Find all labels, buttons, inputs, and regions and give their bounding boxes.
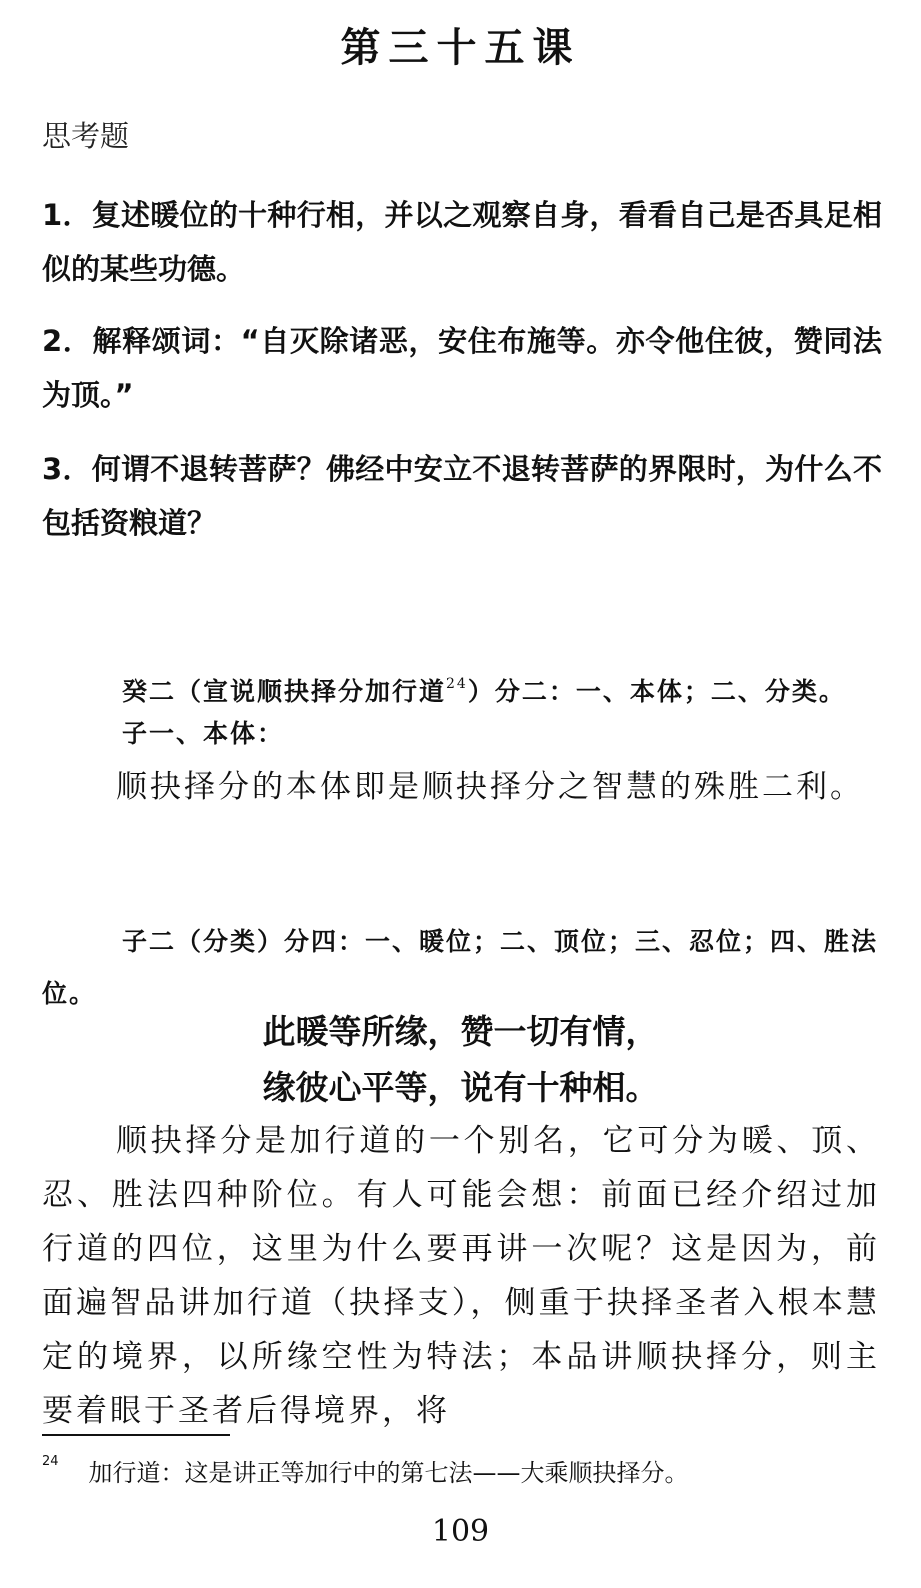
footnote-text: 加行道：这是讲正等加行中的第七法——大乘顺抉择分。	[88, 1459, 689, 1487]
question-3: 3．何谓不退转菩萨？佛经中安立不退转菩萨的界限时，为什么不包括资粮道？	[42, 452, 882, 540]
footnote-reference: 24	[446, 676, 468, 692]
footnote-number: 24	[42, 1454, 59, 1469]
heading-text-end: ）分二：一、本体；二、分类。	[467, 677, 846, 706]
heading-text-start: 癸二（宣说顺抉择分加行道	[122, 677, 447, 706]
lesson-title: 第三十五课	[340, 25, 581, 71]
question-1: 1．复述暖位的十种行相，并以之观察自身，看看自己是否具足相似的某些功德。	[42, 198, 882, 286]
footnote	[42, 1442, 902, 1493]
question-2: 2．解释颂词：“自灭除诸恶，安住布施等。亦令他住彼，赞同法为顶。”	[42, 324, 882, 412]
verse-line-2: 缘彼心平等，说有十种相。	[262, 1068, 659, 1107]
section-heading-gui-er	[122, 660, 902, 716]
questions-label: 思考题	[42, 119, 130, 153]
verse-line-1: 此暖等所缘，赞一切有情，	[262, 1012, 659, 1051]
page-number: 109	[431, 1514, 490, 1549]
subheading-essence: 子一、本体：	[122, 719, 285, 748]
paragraph-essence: 顺抉择分的本体即是顺抉择分之智慧的殊胜二利。	[116, 769, 864, 805]
footnote-divider	[42, 1434, 230, 1436]
paragraph-commentary: 顺抉择分是加行道的一个别名，它可分为暖、顶、忍、胜法四种阶位。有人可能会想：前面已经介绍过加行道的四位，这里为什么要再讲一次呢？这是因为，前面遍智品讲加行道（抉择支），侧重于抉择圣者入根本慧定的境界，以所缘空性为特法；本品讲顺抉择分，则主要着眼于圣者后得境界，将	[42, 1123, 880, 1429]
subheading-categories: 子二（分类）分四：一、暖位；二、顶位；三、忍位；四、胜法位。	[42, 927, 879, 1008]
